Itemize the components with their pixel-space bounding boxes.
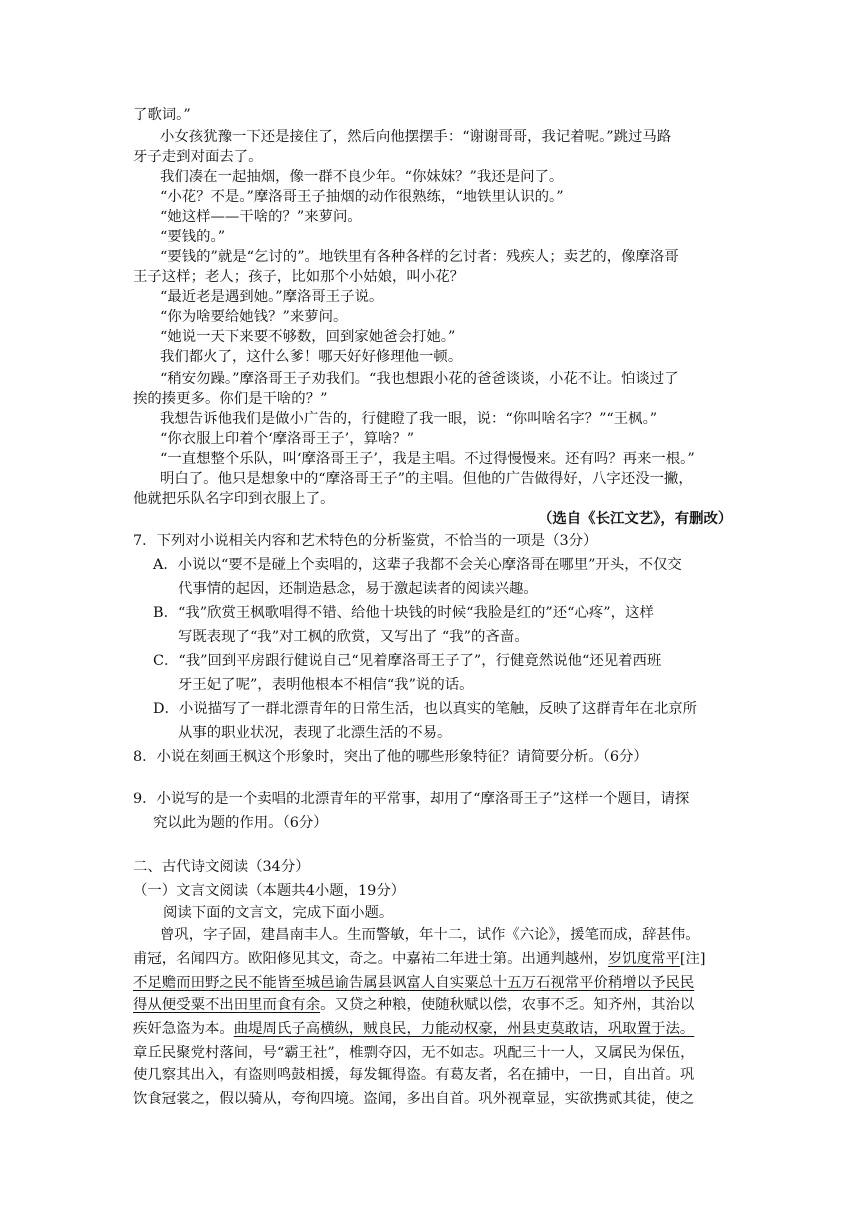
classical-line xyxy=(133,996,694,1014)
underlined-text: 曲堤周氏子高横纵，贼良民，力能动权豪，州县吏莫敢诘，巩取置于法。 xyxy=(233,1021,695,1037)
classical-line: 章丘民聚党村落间，号“霸王社”，椎剽夺囚，无不如志。巩配三十一人，又属民为保伍， xyxy=(133,1045,695,1061)
note-marker: [注] xyxy=(679,951,706,967)
question-8: 8．小说在刻画王枫这个形象时，突出了他的哪些形象特征？请简要分析。（6分） xyxy=(133,749,648,765)
story-line: 了歌词。” xyxy=(133,107,191,123)
story-line: 我们凑在一起抽烟，像一群不良少年。“你妹妹？”我还是问了。 xyxy=(160,169,564,185)
story-line: “稍安勿躁。”摩洛哥王子劝我们。“我也想跟小花的爸爸谈谈，小花不让。怕谈过了 xyxy=(160,371,679,387)
option-d-cont: 从事的职业状况，表现了北漂生活的不易。 xyxy=(178,725,452,741)
story-line: 王子这样；老人；孩子，比如那个小姑娘，叫小花？ xyxy=(133,269,464,285)
classical-line xyxy=(133,950,706,968)
story-line: “小花？不是。”摩洛哥王子抽烟的动作很熟练，“地铁里认识的。” xyxy=(160,189,564,205)
story-line: “她这样——干啥的？”来萝问。 xyxy=(160,209,362,225)
classical-line xyxy=(133,1020,694,1038)
question-7: 7．下列对小说相关内容和艺术特色的分析鉴赏，不恰当的一项是（3分） xyxy=(133,533,598,549)
classical-text: 疾奸急盗为本。 xyxy=(133,1021,234,1037)
option-a: A．小说以“要不是碰上个卖唱的，这辈子我都不会关心摩洛哥在哪里”开头，不仅交 xyxy=(153,557,682,573)
story-line: 明白了。他只是想象中的“摩洛哥王子”的主唱。但他的广告做得好，八字还没一撇， xyxy=(160,471,693,487)
story-source: （选自《长江文艺》，有删改） xyxy=(538,510,733,527)
option-c: C．“我”回到平房跟行健说自己“见着摩洛哥王子了”，行健竟然说他“还见着西班 xyxy=(153,653,662,669)
story-line: “她说一天下来要不够数，回到家她爸会打她。” xyxy=(160,329,456,345)
story-line: 他就把乐队名字印到衣服上了。 xyxy=(133,491,335,507)
instruction: 阅读下面的文言文，完成下面小题。 xyxy=(163,905,394,921)
question-9: 9．小说写的是一个卖唱的北漂青年的平常事，却用了“摩洛哥王子”这样一个题目，请探 xyxy=(133,791,690,807)
story-line: “要钱的”就是“乞讨的”。地铁里有各种各样的乞讨者：残疾人；卖艺的，像摩洛哥 xyxy=(160,249,679,265)
story-line: “你为啥要给她钱？”来萝问。 xyxy=(160,309,348,325)
option-b-cont: 写既表现了“我”对工枫的欣赏，又写出了 “我”的吝啬。 xyxy=(178,629,529,645)
question-9-cont: 究以此为题的作用。（6分） xyxy=(153,815,328,831)
classical-underlined-line: 不足赡而田野之民不能皆至城邑谕告属县讽富人自实粟总十五万石视常平价稍增以予民民 xyxy=(133,975,695,991)
subsection-title: （一）文言文阅读（本题共4小题，19分） xyxy=(133,883,406,899)
story-line: “你衣服上印着个‘摩洛哥王子’，算啥？” xyxy=(160,431,415,447)
underlined-text: 得从便受粟不出田里而食有余 xyxy=(133,997,321,1013)
option-a-cont: 代事情的起因，还制造悬念，易于激起读者的阅读兴趣。 xyxy=(178,581,538,597)
section-title: 二、古代诗文阅读（34分） xyxy=(133,859,310,875)
classical-line: 曾巩，字子固，建昌南丰人。生而警敏，年十二，试作《六论》，援笔而成，辞甚伟。 xyxy=(160,927,700,943)
underlined-text: 岁饥度常平 xyxy=(607,951,680,967)
classical-text: 。又贷之种粮，使随秋赋以偿，农事不乏。知齐州，其治以 xyxy=(320,997,695,1013)
option-c-cont: 牙王妃了呢”，表明他根本不相信“我”说的话。 xyxy=(178,677,474,693)
option-b: B．“我”欣赏王枫歌唱得不错、给他十块钱的时候“我脸是红的”还“心疼”，这样 xyxy=(153,605,654,621)
option-d: D．小说描写了一群北漂青年的日常生活，也以真实的笔触，反映了这群青年在北京所 xyxy=(153,701,697,717)
story-line: “一直想整个乐队，叫‘摩洛哥王子’，我是主唱。不过得慢慢来。还有吗？再来一根。” xyxy=(160,451,695,467)
story-line: 我想告诉他我们是做小广告的，行健瞪了我一眼，说：“你叫啥名字？”“王枫。” xyxy=(160,411,658,427)
note-label: 注 xyxy=(685,951,700,967)
story-line: 我们都火了，这什么爹！哪天好好修理他一顿。 xyxy=(160,349,463,365)
story-line: 牙子走到对面去了。 xyxy=(133,149,263,165)
story-line: 小女孩犹豫一下还是接住了，然后向他摆摆手：“谢谢哥哥，我记着呢。”跳过马路 xyxy=(160,129,672,145)
classical-text: 甫冠，名闻四方。欧阳修见其文，奇之。中嘉祐二年进士第。出通判越州， xyxy=(133,951,608,967)
story-line: “要钱的。” xyxy=(160,229,226,245)
classical-line: 使几察其出入，有盗则鸣鼓相援，每发辄得盗。有葛友者，名在捕中，一日，自出首。巩 xyxy=(133,1067,695,1083)
story-line: “最近老是遇到她。”摩洛哥王子说。 xyxy=(160,289,384,305)
classical-line: 饮食冠裳之，假以骑从，夸徇四境。盗闻，多出自首。巩外视章显，实欲携贰其徒，使之 xyxy=(133,1091,695,1107)
story-line: 挨的揍更多。你们是干啥的？” xyxy=(133,391,328,407)
